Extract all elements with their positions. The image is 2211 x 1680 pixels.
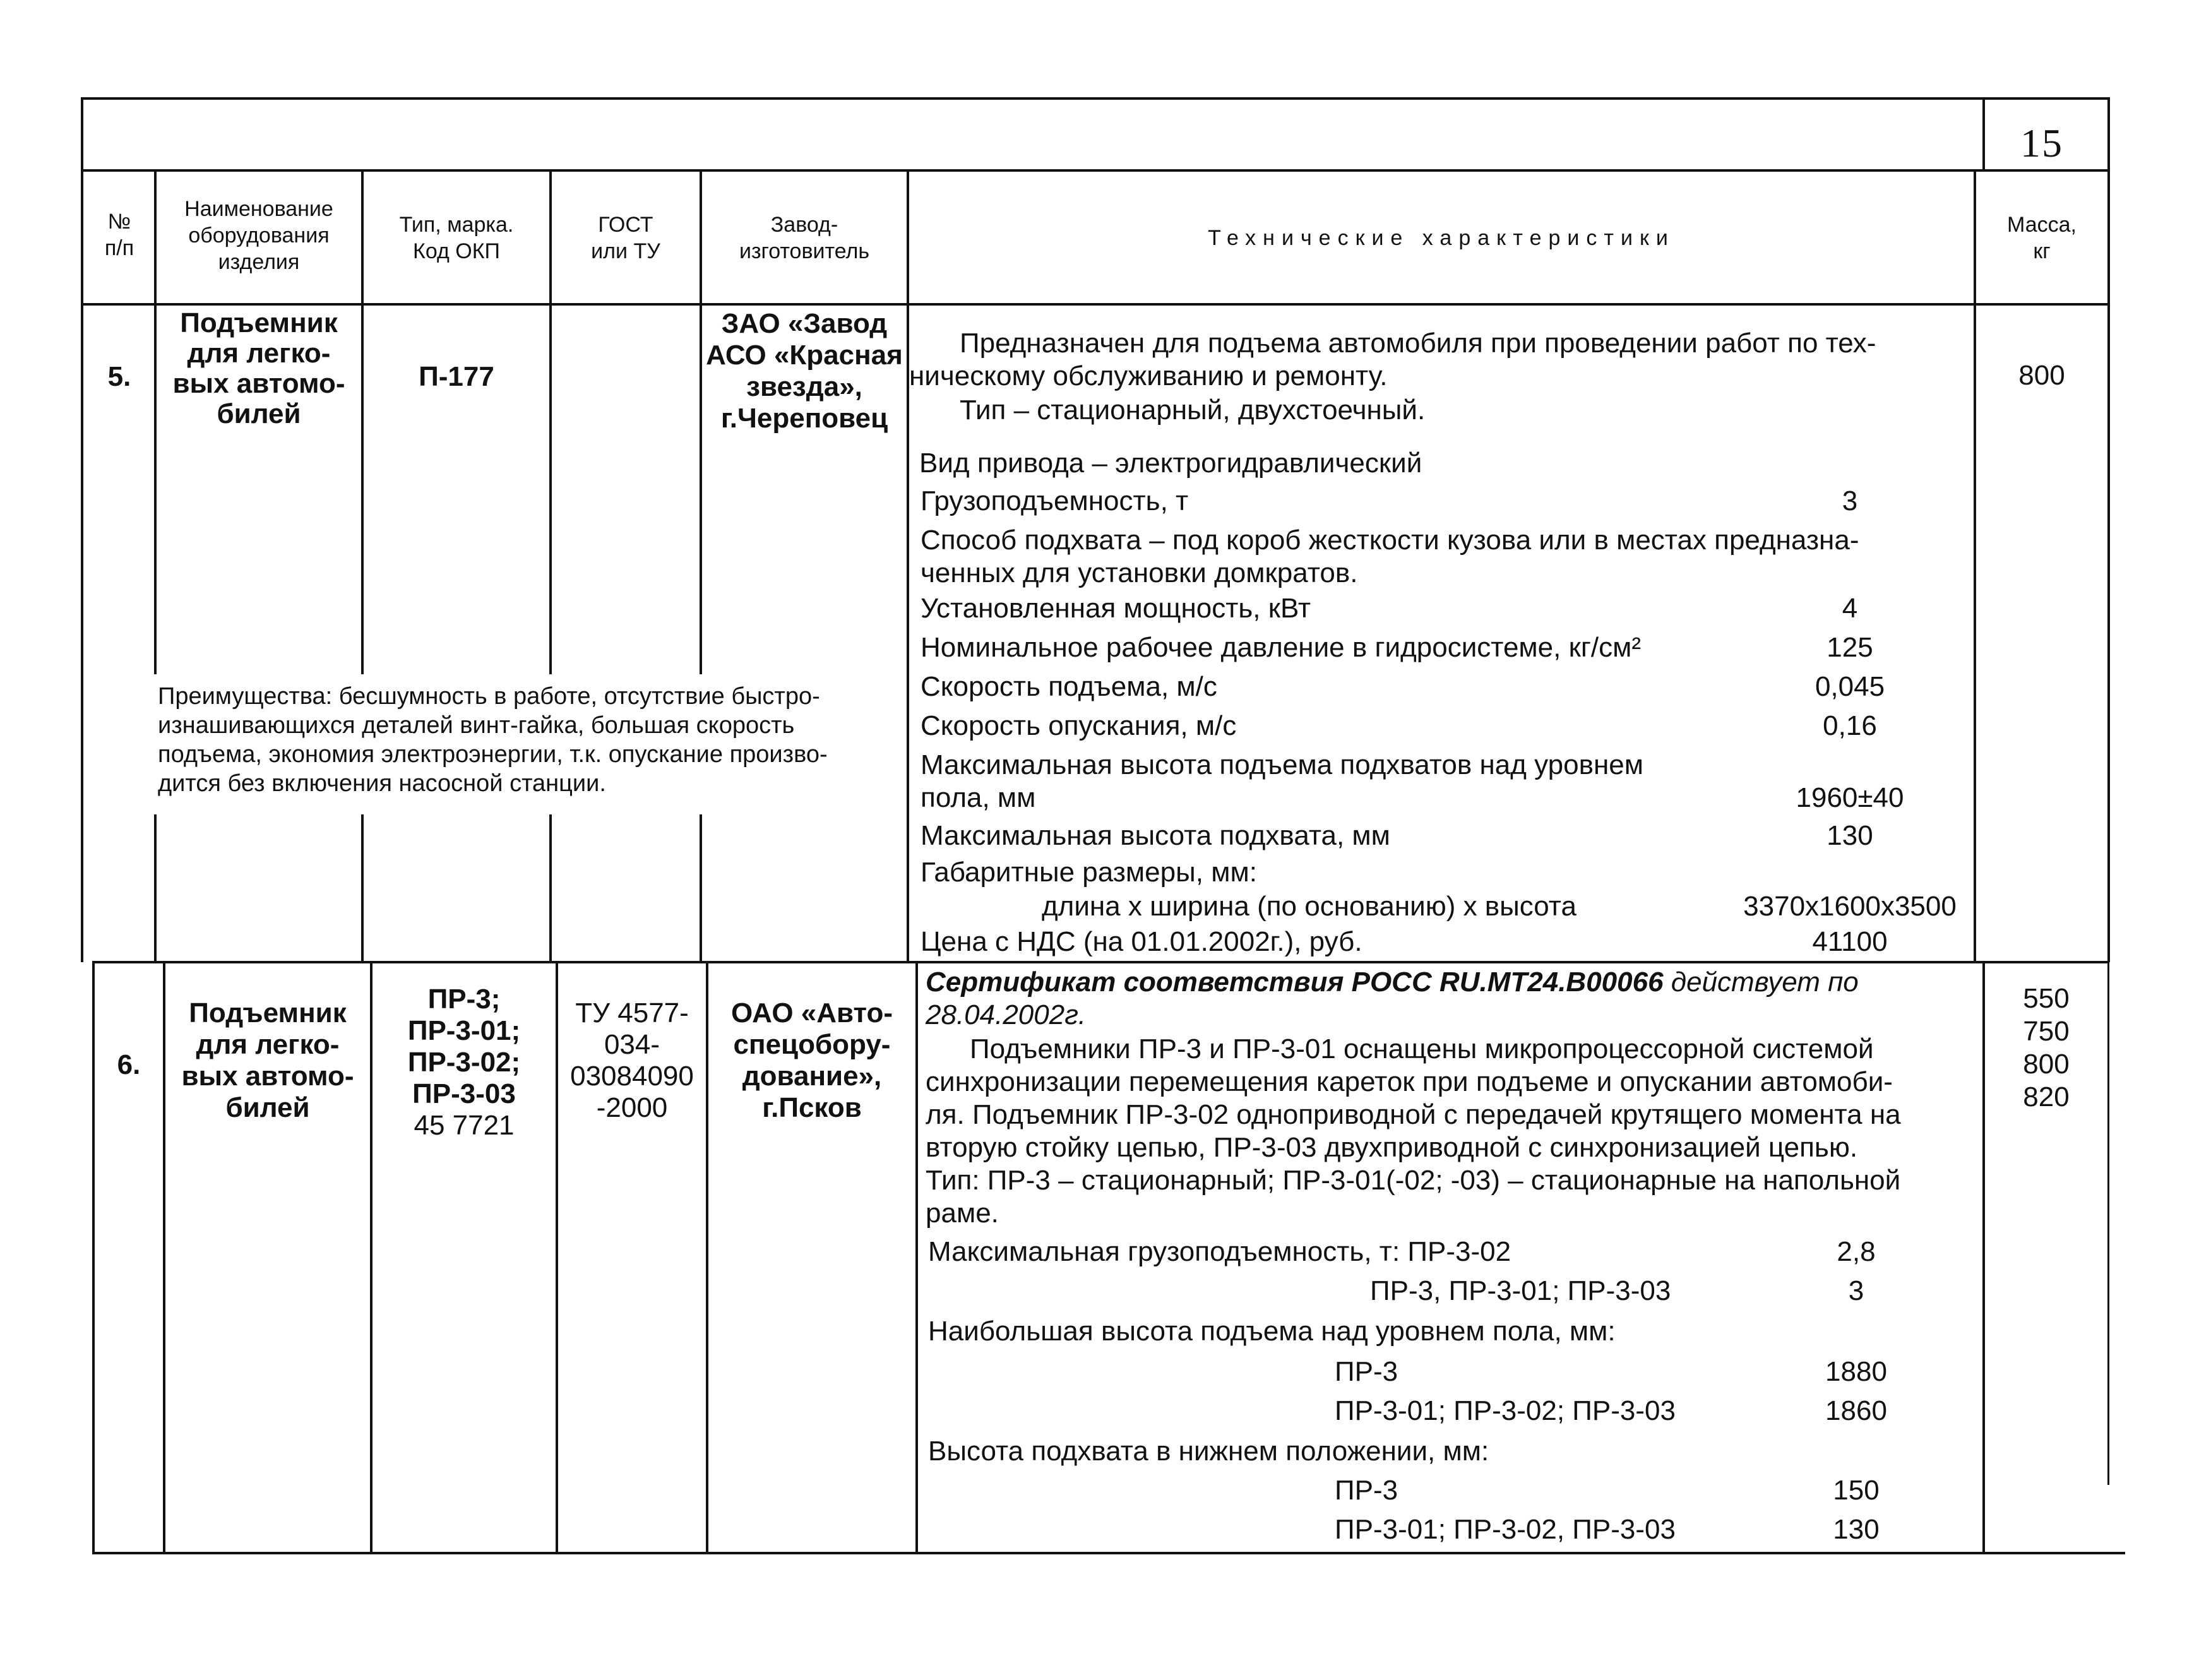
spec-value: 1880: [1825, 1356, 1887, 1387]
spec-value: 3: [1848, 1275, 1864, 1306]
row5-maker: ЗАО «Завод АСО «Красная звезда», г.Череповец: [706, 308, 903, 434]
spec-value: 3370x1600x3500: [1743, 891, 1957, 922]
row5-name: Подъемник для легко- вых автомо- билей: [172, 307, 345, 429]
spec-label: Максимальная высота подхвата, мм: [921, 820, 1390, 851]
row6-type-models: ПР-3; ПР-3-01; ПР-3-02; ПР-3-03: [407, 984, 521, 1109]
header-mass: Масса, кг: [2007, 213, 2077, 263]
spec-label: ПР-3-01; ПР-3-02; ПР-3-03: [1335, 1395, 1676, 1426]
row6-type: [372, 984, 556, 1141]
spec-label: ПР-3: [1335, 1356, 1398, 1387]
row6-description: Подъемники ПР-3 и ПР-3-01 оснащены микропроцессорной системой синхронизации перемещения кареток при подъеме и опускании автомоби- ля. Подъемник ПР-3-02 одноприводной с передачей крутящего момента на вторую стойку цепью, ПР-3-03 двухприводной с синхронизацией цепью. Тип: ПР-3 – стационарный; ПР-3-01(-02; -03) – стационарные на напольной раме.: [926, 1034, 1901, 1229]
row5-mass: 800: [2018, 360, 2065, 391]
header-type: Тип, марка. Код ОКП: [399, 213, 514, 263]
header-name: Наименование оборудования изделия: [184, 197, 333, 274]
row6-certificate: [926, 966, 1986, 1032]
spec-label: Номинальное рабочее давление в гидросистеме, кг/см²: [921, 632, 1642, 663]
row5-num: 5.: [107, 361, 131, 392]
spec-label: Грузоподъемность, т: [921, 486, 1189, 516]
spec-label: ПР-3: [1335, 1475, 1398, 1506]
spec-value: 2,8: [1837, 1236, 1876, 1267]
row5-type-line: Тип – стационарный, двухстоечный.: [960, 395, 1426, 426]
row5-drive: Вид привода – электрогидравлический: [919, 448, 1422, 479]
spec-value: 41100: [1812, 926, 1888, 957]
spec-label: Способ подхвата – под короб жесткости кузова или в местах предназна- ченных для установки домкратов.: [921, 525, 1859, 588]
spec-label: Габаритные размеры, мм:: [921, 857, 1257, 888]
row6-mass-value: 550: [2023, 983, 2070, 1014]
spec-label: Установленная мощность, кВт: [921, 593, 1311, 624]
spec-value: 125: [1827, 632, 1873, 663]
spec-value: 4: [1842, 593, 1858, 624]
spec-value: 150: [1833, 1475, 1880, 1506]
spec-label: Максимальная грузоподъемность, т: ПР-3-02: [928, 1236, 1511, 1267]
spec-value: 1860: [1825, 1395, 1887, 1426]
header-maker: Завод- изготовитель: [739, 213, 870, 263]
row6-mass-value: 750: [2023, 1016, 2070, 1047]
row6-cert-bold: Сертификат соответствия РОСС RU.MT24.B00066: [926, 967, 1664, 998]
spec-value: 0,16: [1823, 710, 1877, 741]
spec-label: Высота подхвата в нижнем положении, мм:: [928, 1436, 1489, 1467]
row6-maker: ОАО «Авто- спецобору- дование», г.Псков: [731, 998, 893, 1123]
row5-advantages: Преимущества: бесшумность в работе, отсутствие быстро- изнашивающихся деталей винт-гайка, большая скорость подъема, экономия электроэнергии, т.к. опускание произво- дится без включения насосной станции.: [158, 678, 904, 802]
header-num: № п/п: [104, 210, 134, 260]
spec-label: Максимальная высота подъема подхватов над уровнем пола, мм: [921, 749, 1644, 813]
row6-name: Подъемник для легко- вых автомо- билей: [181, 998, 354, 1123]
row6-cert-rest: действует по: [1671, 967, 1859, 998]
header-gost: ГОСТ или ТУ: [591, 213, 660, 263]
spec-label: Скорость подъема, м/с: [921, 671, 1217, 702]
spec-label: Наибольшая высота подъема над уровнем пола, мм:: [928, 1316, 1616, 1347]
spec-value: 0,045: [1815, 671, 1885, 702]
page-number: 15: [2020, 121, 2063, 165]
row6-gost: ТУ 4577- 034- 03084090 -2000: [570, 998, 694, 1123]
spec-value: 3: [1842, 486, 1858, 516]
spec-label: Скорость опускания, м/с: [921, 710, 1237, 741]
row5-type: П-177: [419, 361, 494, 392]
spec-label: Цена с НДС (на 01.01.2002г.), руб.: [921, 926, 1362, 957]
row6-type-code: 45 7721: [414, 1110, 515, 1141]
spec-value: 130: [1827, 820, 1873, 851]
row5-intro: Предназначен для подъема автомобиля при проведении работ по тех- ническому обслуживанию и ремонту.: [909, 328, 1876, 391]
row6-mass: [1985, 982, 2107, 1114]
spec-value: 1960±40: [1796, 782, 1904, 813]
header-specs: Технические характеристики: [1208, 226, 1675, 250]
row6-num: 6.: [117, 1049, 141, 1080]
spec-value: 130: [1833, 1514, 1880, 1545]
row6-mass-value: 820: [2023, 1081, 2070, 1112]
spec-label: длина х ширина (по основанию) х высота: [1042, 891, 1576, 922]
spec-label: ПР-3, ПР-3-01; ПР-3-03: [1370, 1275, 1671, 1306]
spec-label: ПР-3-01; ПР-3-02, ПР-3-03: [1335, 1514, 1676, 1545]
row6-cert-date: 28.04.2002г.: [926, 999, 1087, 1030]
row6-mass-value: 800: [2023, 1049, 2070, 1080]
